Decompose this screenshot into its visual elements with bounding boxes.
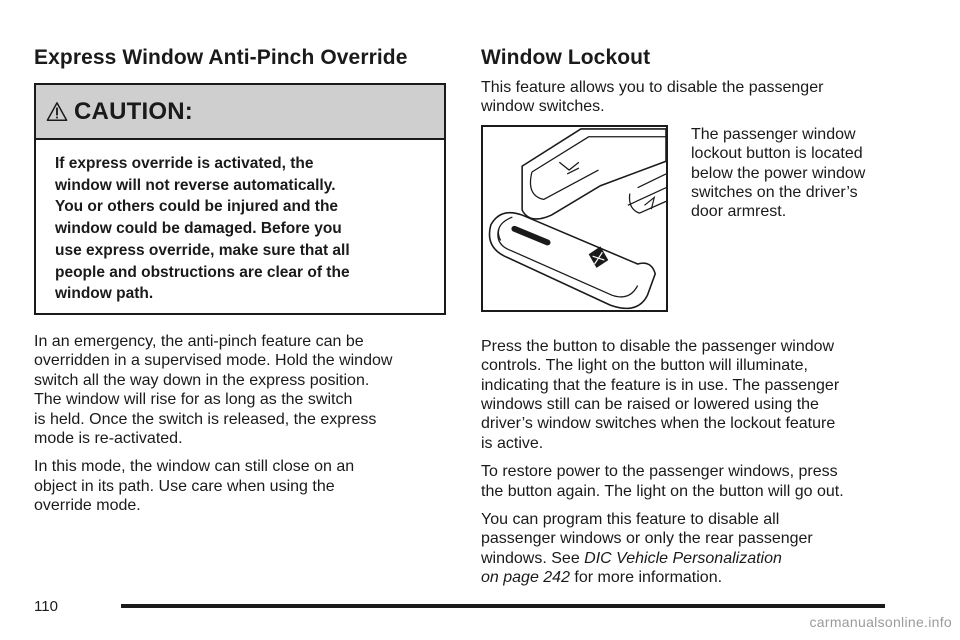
dic-personalization-reference[interactable]: DIC Vehicle Personalization (584, 549, 782, 567)
caution-box (34, 83, 446, 315)
caution-line: window will not reverse automatically. (55, 176, 336, 194)
caution-line: If express override is activated, the (55, 155, 314, 172)
caution-triangle-icon (46, 101, 68, 123)
caution-line: You or others could be injured and the (55, 198, 339, 216)
paragraph-press-button: Press the button to disable the passenger window controls. The light on the button will illuminate, indicating that the feature is in use. The passenger windows still can be raised or lowered using the driver’s window switches when the lockout feature is active. (481, 337, 840, 452)
figure-row (481, 125, 901, 316)
section-heading-window-lockout: Window Lockout (481, 46, 651, 69)
lockout-location-text: The passenger window lockout button is located below the power window switches on the driver’s door armrest. (691, 125, 866, 221)
paragraph-lockout-intro: This feature allows you to disable the passenger window switches. (481, 79, 824, 116)
window-lockout-switch-illustration (481, 125, 668, 312)
caution-line: window could be damaged. Before you (55, 220, 342, 238)
caution-title: CAUTION: (74, 97, 193, 125)
paragraph-override-mode: In this mode, the window can still close on an object in its path. Use care when using the override mode. (34, 458, 355, 515)
paragraph-restore-power: To restore power to the passenger windows, press the button again. The light on the button will go out. (481, 463, 844, 500)
page-number: 110 (34, 598, 58, 615)
caution-header (36, 85, 444, 140)
caution-line: use express override, make sure that all (55, 241, 350, 259)
page-reference-link[interactable]: on page 242 (481, 569, 570, 587)
paragraph-emergency-override: In an emergency, the anti-pinch feature can be overridden in a supervised mode. Hold the window switch all the way down in the express position. The window will rise for as long as the switch is held. Once the switch is released, the express mode is re-activated. (34, 333, 393, 448)
paragraph-program-feature: You can program this feature to disable all passenger windows or only the rear passenger windows. See DIC Vehicle Personalization on page 242 for more information. (481, 511, 813, 587)
caution-text (36, 140, 444, 305)
footer-rule (121, 604, 885, 608)
watermark: carmanualsonline.info (809, 614, 952, 630)
section-heading-anti-pinch: Express Window Anti-Pinch Override (34, 46, 408, 69)
caution-line: people and obstructions are clear of the (55, 263, 350, 281)
caution-line: window path. (55, 285, 154, 303)
right-column (481, 44, 901, 588)
left-column (34, 44, 446, 516)
